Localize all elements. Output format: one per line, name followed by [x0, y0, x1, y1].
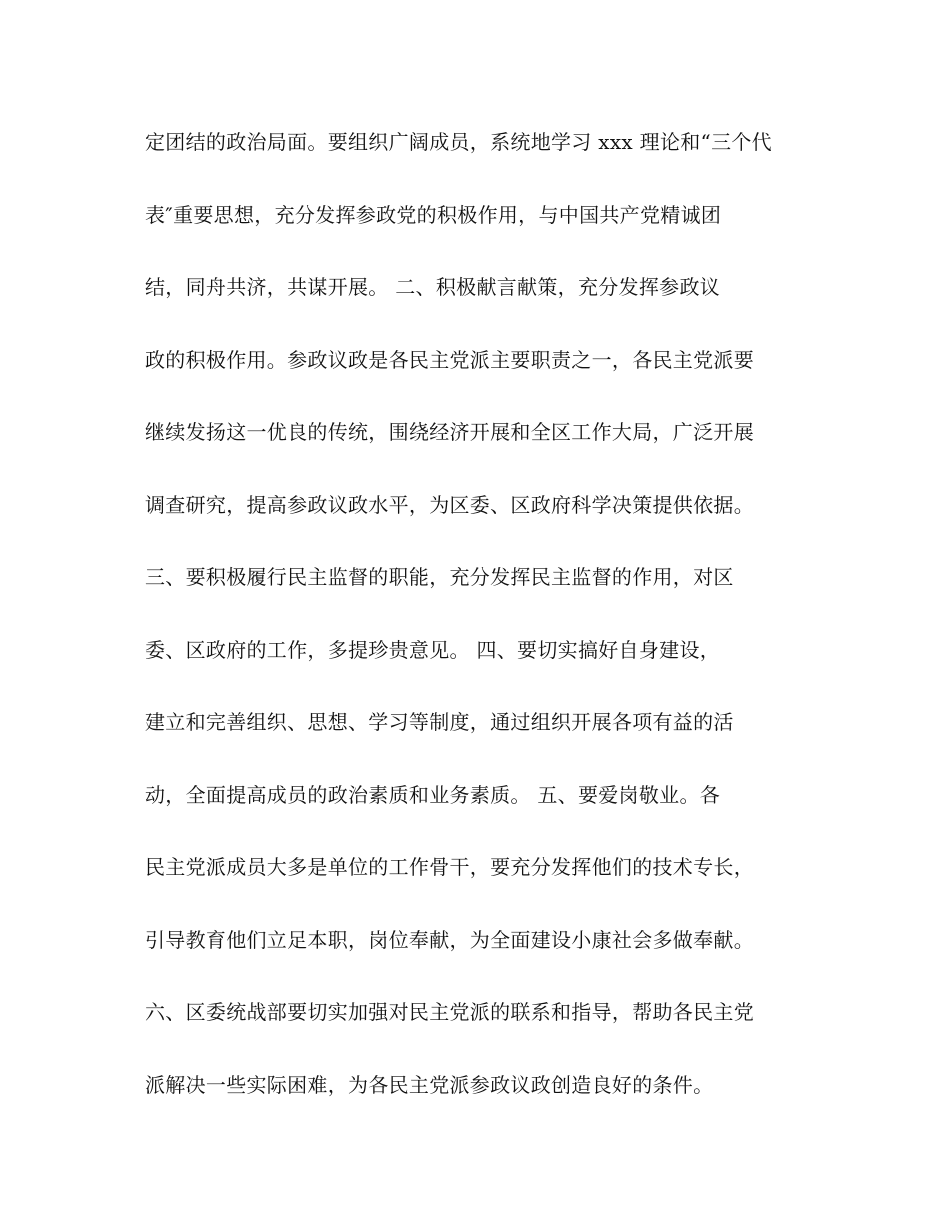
body-text	[145, 120, 825, 1135]
text-line: 委、区政府的工作，多提珍贵意见。 四、要切实搞好自身建设，	[145, 637, 721, 662]
text-line: 表″重要思想，充分发挥参政党的积极作用，与中国共产党精诚团	[145, 202, 722, 227]
text-line: 调查研究，提高参政议政水平，为区委、区政府科学决策提供依据。	[145, 492, 754, 517]
text-line: 六、区委统战部要切实加强对民主党派的联系和指导，帮助各民主党	[145, 1000, 754, 1024]
text-line: 民主党派成员大多是单位的工作骨干，要充分发挥他们的技术专长，	[145, 855, 754, 879]
text-line: 引导教育他们立足本职，岗位奉献，为全面建设小康社会多做奉献。	[145, 927, 754, 952]
text-line: 定团结的政治局面。要组织广阔成员，系统地学习 xxx 理论和“三个代	[145, 130, 772, 154]
text-line: 动，全面提高成员的政治素质和业务素质。 五、要爱岗敬业。各	[145, 782, 721, 807]
text-line: 结，同舟共济，共谋开展。 二、积极献言献策，充分发挥参政议	[145, 275, 721, 299]
text-line: 三、要积极履行民主监督的职能，充分发挥民主监督的作用，对区	[145, 565, 734, 589]
text-line: 建立和完善组织、思想、学习等制度，通过组织开展各项有益的活	[145, 710, 734, 734]
text-line: 继续发扬这一优良的传统，围绕经济开展和全区工作大局，广泛开展	[145, 420, 754, 444]
text-line: 政的积极作用。参政议政是各民主党派主要职责之一，各民主党派要	[145, 347, 754, 372]
text-line: 派解决一些实际困难，为各民主党派参政议政创造良好的条件。	[145, 1072, 714, 1097]
